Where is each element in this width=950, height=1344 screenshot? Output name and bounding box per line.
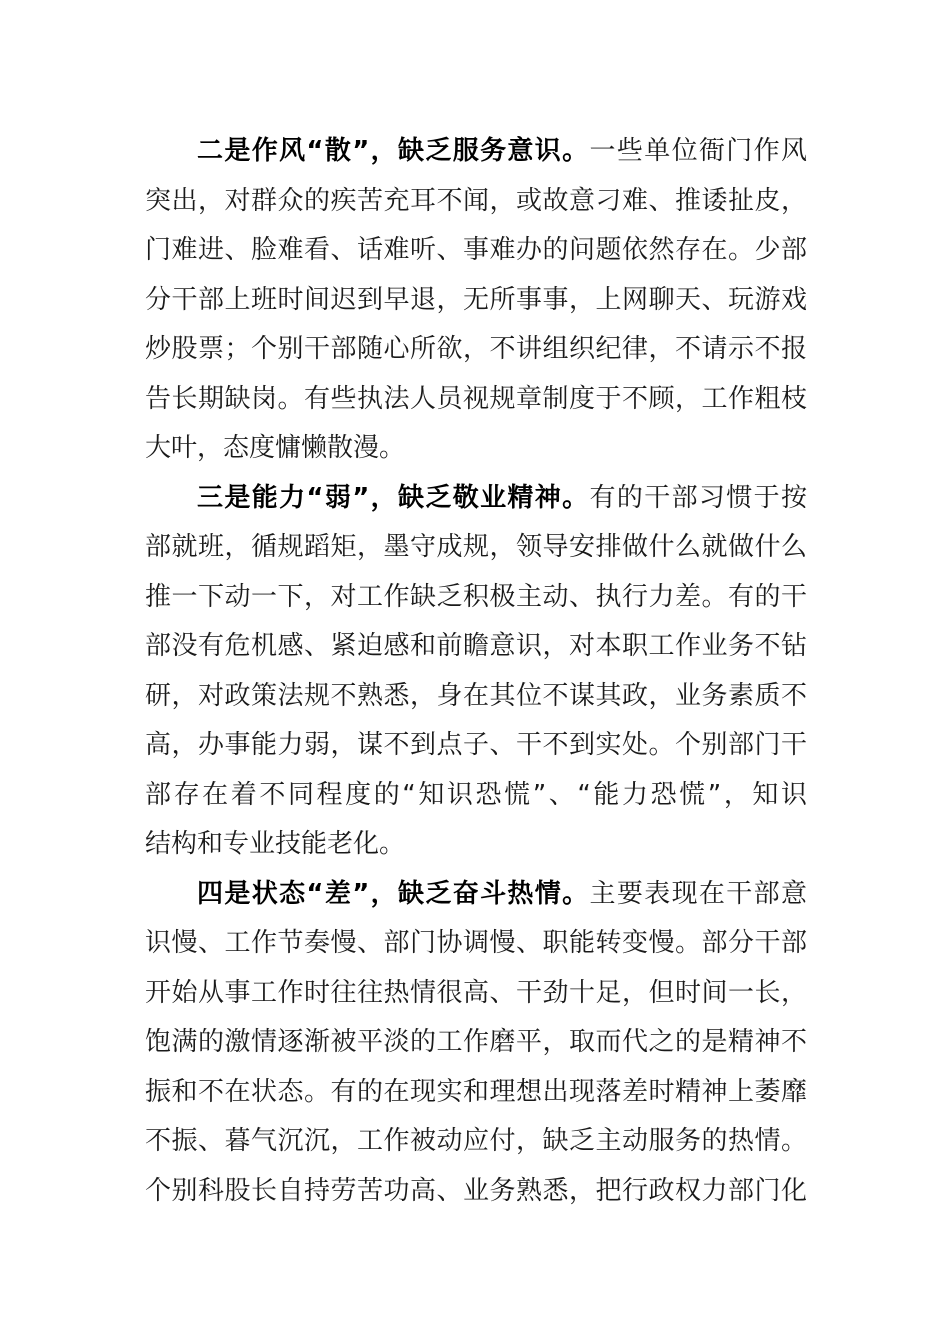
paragraph-line: 识慢、工作节奏慢、部门协调慢、职能转变慢。部分干部 — [145, 928, 807, 958]
paragraph-line: 结构和专业技能老化。 — [145, 829, 406, 859]
paragraph-line: 研，对政策法规不熟悉，身在其位不谋其政，业务素质不 — [145, 680, 807, 711]
paragraph-state — [145, 870, 807, 1217]
paragraph-work-style — [145, 127, 807, 474]
paragraph-line: 大叶，态度慵懒散漫。 — [145, 433, 406, 463]
paragraph-heading: 二是作风“散”，缺乏服务意识。 — [197, 136, 590, 166]
paragraph-line: 不振、暮气沉沉，工作被动应付，缺乏主动服务的热情。 — [145, 1126, 807, 1156]
paragraph-line — [145, 127, 807, 177]
paragraph-ability — [145, 474, 807, 870]
paragraph-line: 高，办事能力弱，谋不到点子、干不到实处。个别部门干 — [145, 730, 807, 760]
paragraph-line — [145, 870, 807, 920]
paragraph-line: 炒股票；个别干部随心所欲，不讲组织纪律，不请示不报 — [145, 334, 807, 364]
paragraph-line: 部就班，循规蹈矩，墨守成规，领导安排做什么就做什么 — [145, 532, 807, 562]
paragraph-line: 部存在着不同程度的“知识恐慌”、“能力恐慌”，知识 — [145, 779, 807, 810]
paragraph-line: 推一下动一下，对工作缺乏积极主动、执行力差。有的干 — [145, 581, 807, 612]
line-text: 有的干部习惯于按 — [589, 482, 807, 513]
paragraph-line: 告长期缺岗。有些执法人员视规章制度于不顾，工作粗枝 — [145, 383, 807, 414]
paragraph-heading: 四是状态“差”，缺乏奋斗热情。 — [197, 878, 590, 909]
paragraph-line: 突出，对群众的疾苦充耳不闻，或故意刁难、推诿扯皮， — [145, 185, 807, 216]
paragraph-line: 部没有危机感、紧迫感和前瞻意识，对本职工作业务不钻 — [145, 631, 807, 661]
paragraph-line: 门难进、脸难看、话难听、事难办的问题依然存在。少部 — [145, 235, 807, 265]
line-text: 一些单位衙门作风 — [589, 136, 807, 166]
paragraph-line: 分干部上班时间迟到早退，无所事事，上网聊天、玩游戏 — [145, 284, 807, 315]
document-body — [145, 127, 807, 1216]
line-text: 主要表现在干部意 — [589, 878, 807, 909]
paragraph-line: 振和不在状态。有的在现实和理想出现落差时精神上萎靡 — [145, 1076, 807, 1107]
paragraph-line: 开始从事工作时往往热情很高、干劲十足，但时间一长， — [145, 977, 807, 1008]
paragraph-line — [145, 474, 807, 524]
paragraph-line: 饱满的激情逐渐被平淡的工作磨平，取而代之的是精神不 — [145, 1027, 807, 1057]
paragraph-line: 个别科股长自持劳苦功高、业务熟悉，把行政权力部门化 — [145, 1175, 807, 1206]
paragraph-heading: 三是能力“弱”，缺乏敬业精神。 — [197, 482, 590, 513]
